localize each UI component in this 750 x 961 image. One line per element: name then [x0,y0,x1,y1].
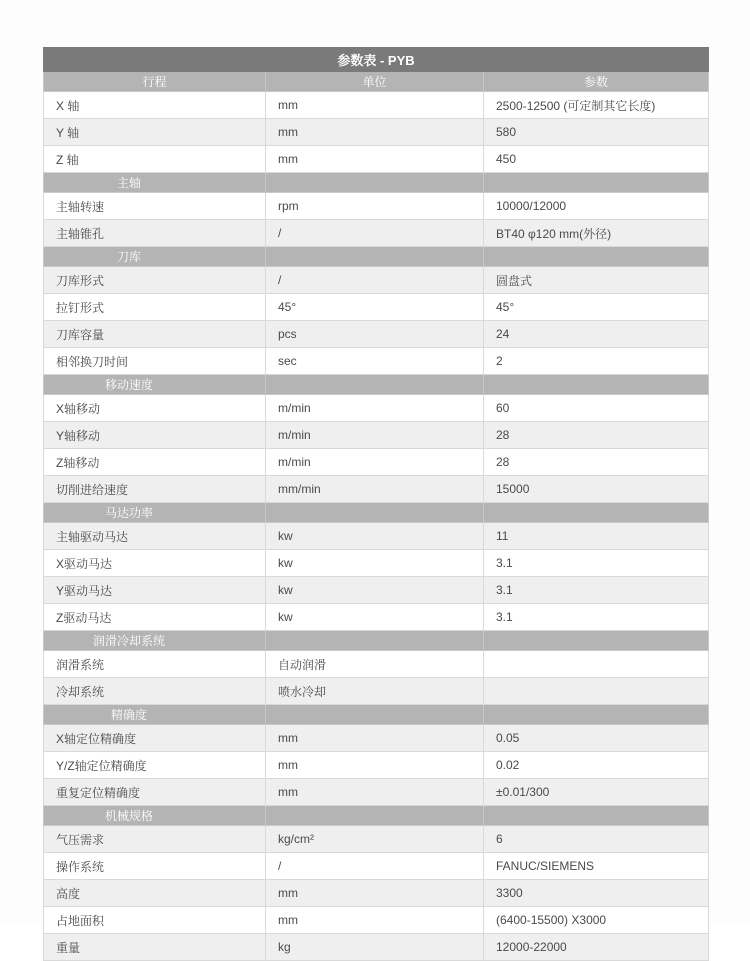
section-empty-cell [484,247,709,267]
column-header-param: 行程 [44,72,266,92]
unit-cell: 45° [266,294,484,321]
unit-cell: mm [266,880,484,907]
value-cell: 0.02 [484,752,709,779]
param-name-cell: X轴定位精确度 [44,725,266,752]
spec-row [44,604,709,631]
unit-cell: mm [266,146,484,173]
value-cell: ±0.01/300 [484,779,709,806]
section-empty-cell [484,173,709,193]
column-header-unit: 单位 [266,72,484,92]
section-header-row [44,503,709,523]
spec-row [44,880,709,907]
value-cell: 28 [484,449,709,476]
value-cell: 15000 [484,476,709,503]
unit-cell: / [266,220,484,247]
param-name-cell: 切削进给速度 [44,476,266,503]
value-cell: 11 [484,523,709,550]
section-header-row [44,806,709,826]
value-cell: 圆盘式 [484,267,709,294]
value-cell: 60 [484,395,709,422]
table-title: 参数表 - PYB [44,48,709,72]
unit-cell: mm [266,907,484,934]
unit-cell: / [266,853,484,880]
section-name: 精确度 [44,705,266,725]
value-cell: 24 [484,321,709,348]
spec-row [44,321,709,348]
value-cell [484,678,709,705]
section-header-row [44,247,709,267]
value-cell: 10000/12000 [484,193,709,220]
param-name-cell: Z驱动马达 [44,604,266,631]
unit-cell: m/min [266,422,484,449]
unit-cell: 自动润滑 [266,651,484,678]
section-empty-cell [266,631,484,651]
unit-cell: kw [266,577,484,604]
param-name-cell: 重量 [44,934,266,961]
spec-row [44,934,709,961]
section-header-row [44,705,709,725]
unit-cell: mm/min [266,476,484,503]
value-cell: 580 [484,119,709,146]
param-name-cell: 操作系统 [44,853,266,880]
section-header-row [44,375,709,395]
spec-row [44,193,709,220]
unit-cell: mm [266,779,484,806]
unit-cell: mm [266,752,484,779]
spec-row [44,577,709,604]
section-empty-cell [484,705,709,725]
spec-row [44,395,709,422]
spec-row [44,523,709,550]
spec-row [44,348,709,375]
spec-row [44,422,709,449]
spec-row [44,476,709,503]
spec-row [44,725,709,752]
param-name-cell: Z轴移动 [44,449,266,476]
value-cell: 450 [484,146,709,173]
param-name-cell: Y/Z轴定位精确度 [44,752,266,779]
spec-row [44,294,709,321]
spec-table-body [44,92,709,961]
section-empty-cell [266,375,484,395]
section-name: 主轴 [44,173,266,193]
unit-cell: kw [266,550,484,577]
param-name-cell: 气压需求 [44,826,266,853]
value-cell: 3.1 [484,577,709,604]
value-cell: 12000-22000 [484,934,709,961]
section-name: 机械规格 [44,806,266,826]
spec-row [44,550,709,577]
value-cell: 28 [484,422,709,449]
table-title-row [44,48,709,72]
value-cell: 2500-12500 (可定制其它长度) [484,92,709,119]
section-empty-cell [266,705,484,725]
value-cell: FANUC/SIEMENS [484,853,709,880]
section-name: 刀库 [44,247,266,267]
param-name-cell: 刀库形式 [44,267,266,294]
spec-row [44,119,709,146]
section-empty-cell [266,247,484,267]
spec-row [44,267,709,294]
spec-row [44,651,709,678]
spec-table [43,47,709,961]
section-empty-cell [484,375,709,395]
section-name: 润滑冷却系统 [44,631,266,651]
section-empty-cell [484,503,709,523]
section-empty-cell [266,173,484,193]
unit-cell: mm [266,725,484,752]
unit-cell: mm [266,119,484,146]
unit-cell: m/min [266,449,484,476]
param-name-cell: 高度 [44,880,266,907]
param-name-cell: Y 轴 [44,119,266,146]
param-name-cell: 相邻换刀时间 [44,348,266,375]
param-name-cell: 占地面积 [44,907,266,934]
unit-cell: kg/cm² [266,826,484,853]
value-cell: (6400-15500) X3000 [484,907,709,934]
value-cell: 6 [484,826,709,853]
section-empty-cell [484,631,709,651]
param-name-cell: Z 轴 [44,146,266,173]
section-empty-cell [266,806,484,826]
unit-cell: 喷水冷却 [266,678,484,705]
value-cell: 2 [484,348,709,375]
section-header-row [44,631,709,651]
spec-row [44,220,709,247]
unit-cell: mm [266,92,484,119]
spec-row [44,449,709,476]
value-cell: 3.1 [484,604,709,631]
value-cell: BT40 φ120 mm(外径) [484,220,709,247]
param-name-cell: X 轴 [44,92,266,119]
spec-row [44,146,709,173]
param-name-cell: 冷却系统 [44,678,266,705]
spec-row [44,92,709,119]
unit-cell: kw [266,523,484,550]
param-name-cell: 拉钉形式 [44,294,266,321]
value-cell: 0.05 [484,725,709,752]
value-cell: 45° [484,294,709,321]
param-name-cell: 润滑系统 [44,651,266,678]
column-header-value: 参数 [484,72,709,92]
unit-cell: pcs [266,321,484,348]
param-name-cell: 主轴锥孔 [44,220,266,247]
unit-cell: rpm [266,193,484,220]
section-name: 移动速度 [44,375,266,395]
param-name-cell: Y驱动马达 [44,577,266,604]
section-header-row [44,173,709,193]
section-empty-cell [484,806,709,826]
spec-row [44,779,709,806]
spec-row [44,826,709,853]
spec-row [44,678,709,705]
param-name-cell: 刀库容量 [44,321,266,348]
param-name-cell: Y轴移动 [44,422,266,449]
param-name-cell: 主轴转速 [44,193,266,220]
unit-cell: / [266,267,484,294]
unit-cell: m/min [266,395,484,422]
value-cell: 3300 [484,880,709,907]
unit-cell: sec [266,348,484,375]
spec-row [44,752,709,779]
spec-row [44,907,709,934]
section-empty-cell [266,503,484,523]
value-cell: 3.1 [484,550,709,577]
param-name-cell: X轴移动 [44,395,266,422]
section-name: 马达功率 [44,503,266,523]
value-cell [484,651,709,678]
spec-row [44,853,709,880]
param-name-cell: 主轴驱动马达 [44,523,266,550]
param-name-cell: X驱动马达 [44,550,266,577]
param-name-cell: 重复定位精确度 [44,779,266,806]
unit-cell: kw [266,604,484,631]
column-header-row [44,72,709,92]
spec-table-container [43,47,708,961]
unit-cell: kg [266,934,484,961]
